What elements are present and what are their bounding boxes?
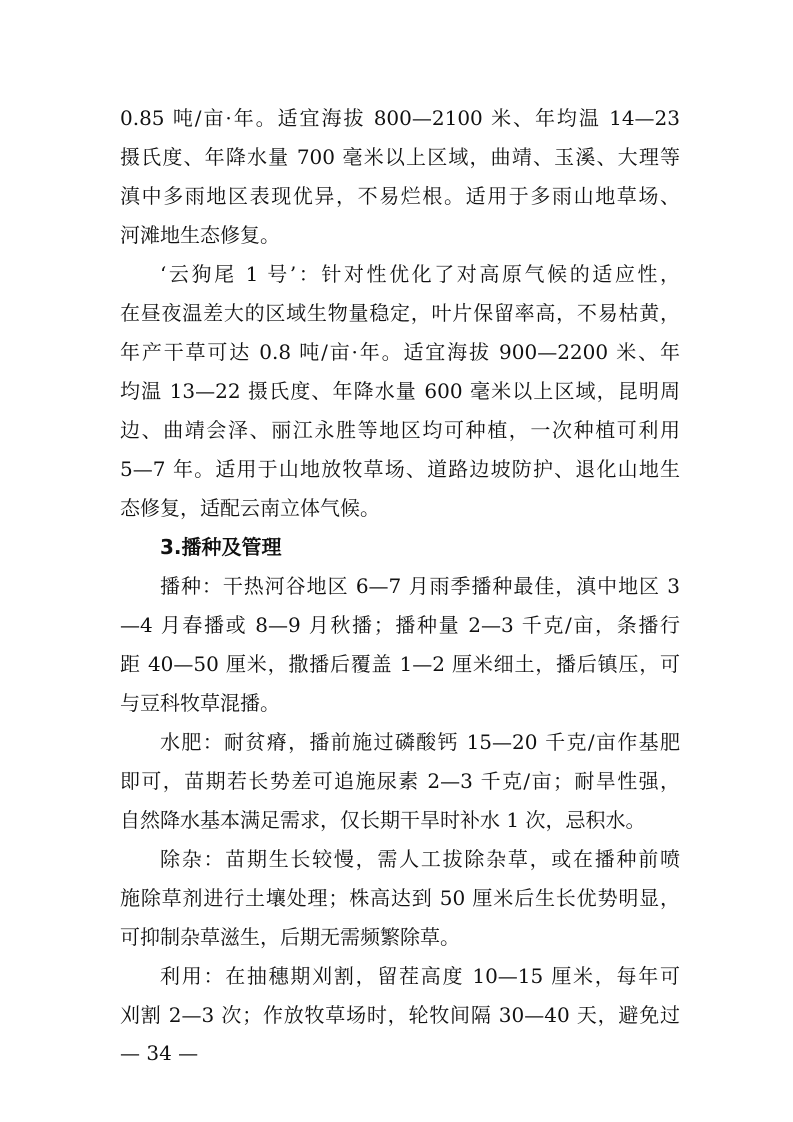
body-line: 在昼夜温差大的区域生物量稳定，叶片保留率高，不易枯黄， bbox=[120, 301, 680, 325]
body-line: 均温 13—22 摄氏度、年降水量 600 毫米以上区域，昆明周 bbox=[120, 379, 680, 403]
body-line: 播种：干热河谷地区 6—7 月雨季播种最佳，滇中地区 3 bbox=[160, 574, 680, 598]
body-line: 5—7 年。适用于山地放牧草场、道路边坡防护、退化山地生 bbox=[120, 457, 680, 481]
body-line: —4 月春播或 8—9 月秋播；播种量 2—3 千克/亩，条播行 bbox=[120, 613, 680, 637]
body-line: 摄氏度、年降水量 700 毫米以上区域，曲靖、玉溪、大理等 bbox=[120, 145, 680, 169]
section-heading: 3.播种及管理 bbox=[160, 535, 282, 559]
body-line: 刈割 2—3 次；作放牧草场时，轮牧间隔 30—40 天，避免过 bbox=[120, 1003, 680, 1027]
body-line: 河滩地生态修复。 bbox=[120, 223, 280, 247]
body-line: 态修复，适配云南立体气候。 bbox=[120, 496, 380, 520]
body-line: 0.85 吨/亩·年。适宜海拔 800—2100 米、年均温 14—23 bbox=[120, 106, 680, 130]
body-line: 即可，苗期若长势差可追施尿素 2—3 千克/亩；耐旱性强， bbox=[120, 769, 680, 793]
body-line: 施除草剂进行土壤处理；株高达到 50 厘米后生长优势明显， bbox=[120, 886, 680, 910]
body-line: 年产干草可达 0.8 吨/亩·年。适宜海拔 900—2200 米、年 bbox=[120, 340, 680, 364]
body-line: 除杂：苗期生长较慢，需人工拔除杂草，或在播种前喷 bbox=[160, 847, 680, 871]
body-line: 利用：在抽穗期刈割，留茬高度 10—15 厘米，每年可 bbox=[160, 964, 680, 988]
body-line: 与豆科牧草混播。 bbox=[120, 691, 280, 715]
body-line: 可抑制杂草滋生，后期无需频繁除草。 bbox=[120, 925, 460, 949]
body-line: 滇中多雨地区表现优异，不易烂根。适用于多雨山地草场、 bbox=[120, 184, 680, 208]
page-number: — 34 — bbox=[120, 1041, 199, 1065]
body-line: 边、曲靖会泽、丽江永胜等地区均可种植，一次种植可利用 bbox=[120, 418, 680, 442]
body-line: 距 40—50 厘米，撒播后覆盖 1—2 厘米细土，播后镇压，可 bbox=[120, 652, 680, 676]
body-line: 水肥：耐贫瘠，播前施过磷酸钙 15—20 千克/亩作基肥 bbox=[160, 730, 680, 754]
body-line: ‘云狗尾 1 号’：针对性优化了对高原气候的适应性， bbox=[160, 262, 680, 286]
body-line: 自然降水基本满足需求，仅长期干旱时补水 1 次，忌积水。 bbox=[120, 808, 646, 832]
